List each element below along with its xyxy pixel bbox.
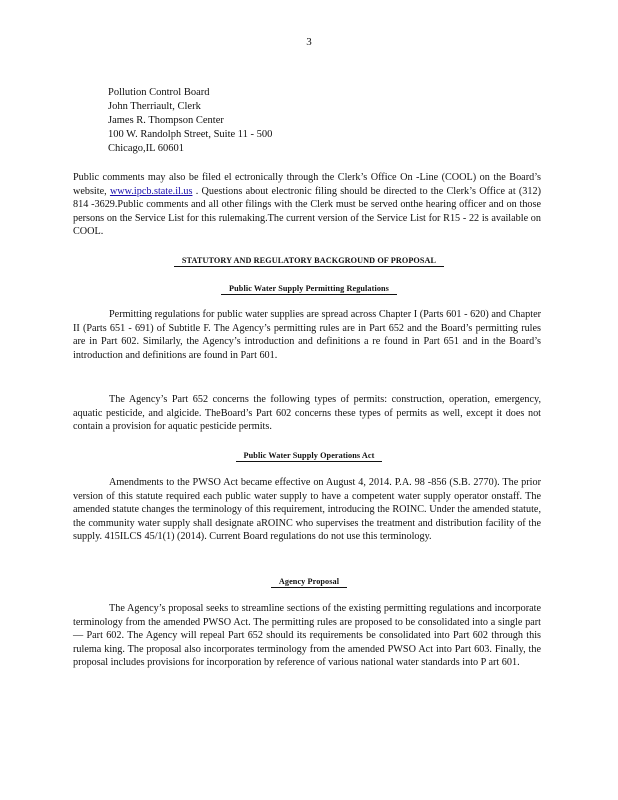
mailing-address bbox=[108, 86, 272, 156]
heading-text: STATUTORY AND REGULATORY BACKGROUND OF PROPOSAL bbox=[174, 256, 444, 267]
agency-proposal-paragraph: The Agency’s proposal seeks to streamline sections of the existing permitting regulations and incorporate terminology from the amended PWSO Act. The permitting rules are proposed to be consolidated into a single part — Part 602. The Agency will repeal Part 652 should its requirements be consolidated into Part 602 through this rulema king. The proposal also incorporates terminology from the amended PWSO Act into Part 603. Finally, the proposal includes provisions for incorporation by reference of various national water standards into P art 601. bbox=[73, 603, 541, 669]
permitting-paragraph-2: The Agency’s Part 652 concerns the following types of permits: construction, operation, emergency, aquatic pesticide, and algicide. TheBoard’s Part 602 concerns these types of permits as well, except it does not contain a provision for aquatic pesticide permits. bbox=[73, 394, 541, 433]
subheading-pwso-act bbox=[0, 451, 618, 460]
heading-text: Public Water Supply Operations Act bbox=[236, 451, 383, 462]
subheading-permitting-regulations bbox=[0, 284, 618, 293]
page-number: 3 bbox=[306, 36, 312, 48]
permitting-paragraph-1: Permitting regulations for public water supplies are spread across Chapter I (Parts 601 - 620) and Chapter II (Parts 651 - 691) of Subtitle F. The Agency’s permitting rules are in Part 652 and the Board’s permitting rules are in Part 602. Similarly, the Agency’s introduction and definitions a re found in Part 651 and in the Board’s introduction and definitions are found in Part 601. bbox=[73, 309, 541, 361]
subheading-agency-proposal bbox=[0, 577, 618, 586]
pwso-amendments-paragraph: Amendments to the PWSO Act became effective on August 4, 2014. P.A. 98 -856 (S.B. 2770). The prior version of this statute required each public water supply to have a competent water supply operator onstaff. The amended statute changes the terminology of this requirement, introducing the ROINC. Under the amended statute, the community water supply shall designate aROINC who supervises the treatment and distribution facility of the supply. 415ILCS 45/1(1) (2014). Current Board regulations do not use this terminology. bbox=[73, 477, 541, 543]
address-line: 100 W. Randolph Street, Suite 11 - 500 bbox=[108, 129, 273, 140]
address-line: James R. Thompson Center bbox=[108, 115, 224, 126]
address-line: Chicago,IL 60601 bbox=[108, 143, 185, 154]
address-line: John Therriault, Clerk bbox=[108, 101, 201, 112]
heading-text: Agency Proposal bbox=[271, 577, 347, 588]
section-heading-statutory-background bbox=[0, 256, 618, 265]
intro-text-before-link: Public comments may also be filed el ectronically through the Clerk’s Office On -Line (COOL) on the Board’s website, bbox=[73, 172, 541, 197]
electronic-filing-paragraph bbox=[73, 171, 541, 239]
board-website-link[interactable]: www.ipcb.state.il.us bbox=[109, 185, 193, 197]
address-line: Pollution Control Board bbox=[108, 87, 210, 98]
intro-text-after-link: . Questions about electronic filing should be directed to the Clerk’s Office at (312) 814 -3629.Public comments and all other filings with the Clerk must be served onthe hearing officer and on those persons on the Service List for this rulemaking.The current version of the Service List for R15 - 22 is available on COOL. bbox=[73, 185, 541, 238]
heading-text: Public Water Supply Permitting Regulations bbox=[221, 284, 397, 295]
